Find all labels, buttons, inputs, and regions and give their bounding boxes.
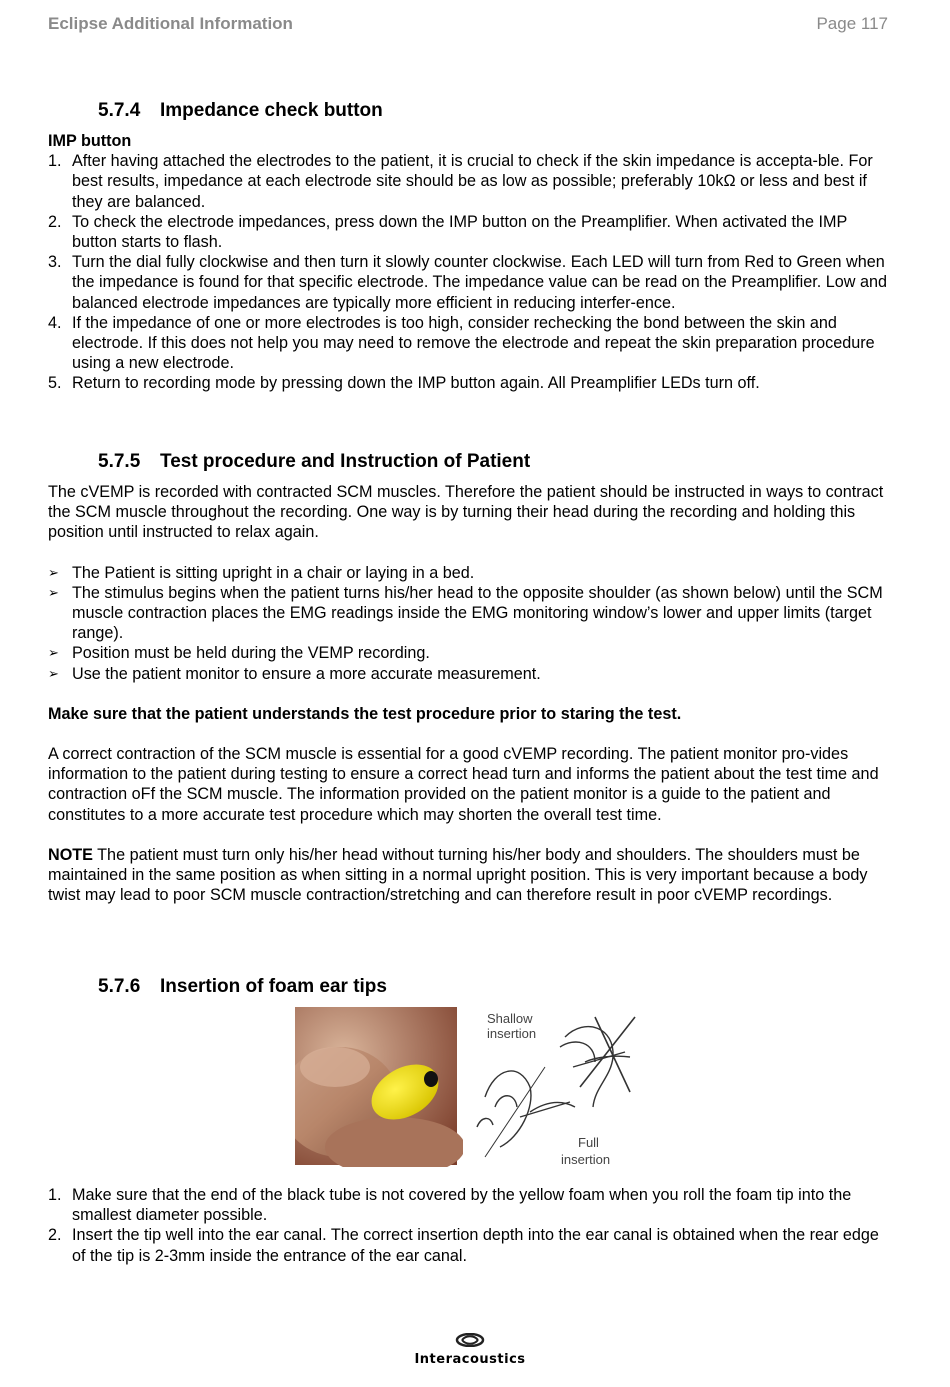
section-heading-5-7-5: 5.7.5 Test procedure and Instruction of Patient: [98, 451, 531, 472]
note-paragraph: NOTE The patient must turn only his/her head without turning his/her body and shoulders. The shoulders must be maintained in the same position as when sitting in a normal upright position. This is very important because a body twist may lead to poor SCM muscle contraction/stretching and can therefore result in poor cVEMP recordings.: [48, 845, 868, 905]
list-item: 2. Insert the tip well into the ear canal. The correct insertion depth into the ear canal is obtained when the rear edge of the tip is 2-3mm inside the entrance of the ear canal.: [48, 1226, 879, 1265]
ear-tip-figure: [295, 1007, 645, 1167]
list-item: 3. Turn the dial fully clockwise and then turn it slowly counter clockwise. Each LED will turn from Red to Green when the impedance is found for that specific electrode. The impedance value can be read on the Preamplifier. Low and balanced electrode impedances are typically more efficient in reducing interfer-ence.: [48, 253, 887, 312]
list-item: ➢ The Patient is sitting upright in a chair or laying in a bed.: [48, 563, 475, 582]
page-header: [48, 14, 888, 36]
interacoustics-logo: [400, 1333, 540, 1367]
ear-insertion-diagram: [463, 1007, 641, 1167]
list-item: ➢ Position must be held during the VEMP recording.: [48, 644, 430, 663]
page-number: Page 117: [816, 14, 888, 33]
shallow-label-1: Shallow: [487, 1011, 533, 1026]
full-label-1: Full: [578, 1135, 599, 1150]
logo-wordmark: Interacoustics: [414, 1352, 526, 1367]
logo-mark-icon: [455, 1333, 485, 1347]
list-item: 4. If the impedance of one or more electrodes is too high, consider rechecking the bond between the skin and electrode. If this does not help you may need to remove the electrode and repeat the skin preparation procedure using a new electrode.: [48, 313, 875, 373]
list-item: 5. Return to recording mode by pressing down the IMP button again. All Preamplifier LEDs turn off.: [48, 374, 760, 393]
insertion-steps-list: [48, 1185, 890, 1266]
list-item: 2. To check the electrode impedances, press down the IMP button on the Preamplifier. When activated the IMP button starts to flash.: [48, 212, 848, 252]
section-heading-5-7-6: 5.7.6 Insertion of foam ear tips: [98, 976, 387, 997]
ear-tip-illustration: [295, 1007, 645, 1167]
procedure-bullets: [48, 563, 890, 684]
test-procedure-body: [48, 482, 890, 905]
list-item: ➢ The stimulus begins when the patient turns his/her head to the opposite shoulder (as shown below) until the SCM muscle contraction places the EMG readings inside the EMG monitoring window’s lower and upper limits (target range).: [48, 583, 883, 643]
foam-tip-photo: [295, 1007, 465, 1167]
list-item: ➢ Use the patient monitor to ensure a more accurate measurement.: [48, 664, 541, 683]
list-item: 1. Make sure that the end of the black tube is not covered by the yellow foam when you roll the foam tip into the smallest diameter possible.: [48, 1186, 852, 1225]
shallow-label-2: insertion: [487, 1026, 537, 1041]
list-item: 1. After having attached the electrodes to the patient, it is crucial to check if the skin impedance is accepta-ble. For best results, impedance at each electrode site should be as low as possible; preferably 10kΩ or less and best if they are balanced.: [48, 152, 873, 211]
full-label-2: insertion: [561, 1152, 611, 1167]
foam-tip-steps: [48, 1185, 890, 1266]
intro-paragraph: The cVEMP is recorded with contracted SCM muscles. Therefore the patient should be instructed in ways to contract the SCM muscle throughout the recording. One way is by turning their head during the recording and holding this position until instructed to relax again.: [48, 483, 884, 542]
imp-button-subheading: IMP button: [48, 132, 132, 150]
document-title: Eclipse Additional Information: [48, 14, 293, 33]
imp-section-body: [48, 131, 890, 394]
note-label: NOTE: [48, 845, 93, 864]
contraction-paragraph: A correct contraction of the SCM muscle is essential for a good cVEMP recording. The patient monitor pro-vides information to the patient during testing to ensure a correct head turn and informs the patient about the test time and contraction oFf the SCM muscle. The information provided on the patient monitor is a guide to the patient and constitutes to a more accurate test procedure which may shorten the overall test time.: [48, 745, 879, 824]
section-heading-5-7-4: 5.7.4 Impedance check button: [98, 100, 383, 121]
bold-instruction: Make sure that the patient understands the test procedure prior to staring the test.: [48, 704, 682, 723]
imp-steps-list: [48, 151, 890, 393]
